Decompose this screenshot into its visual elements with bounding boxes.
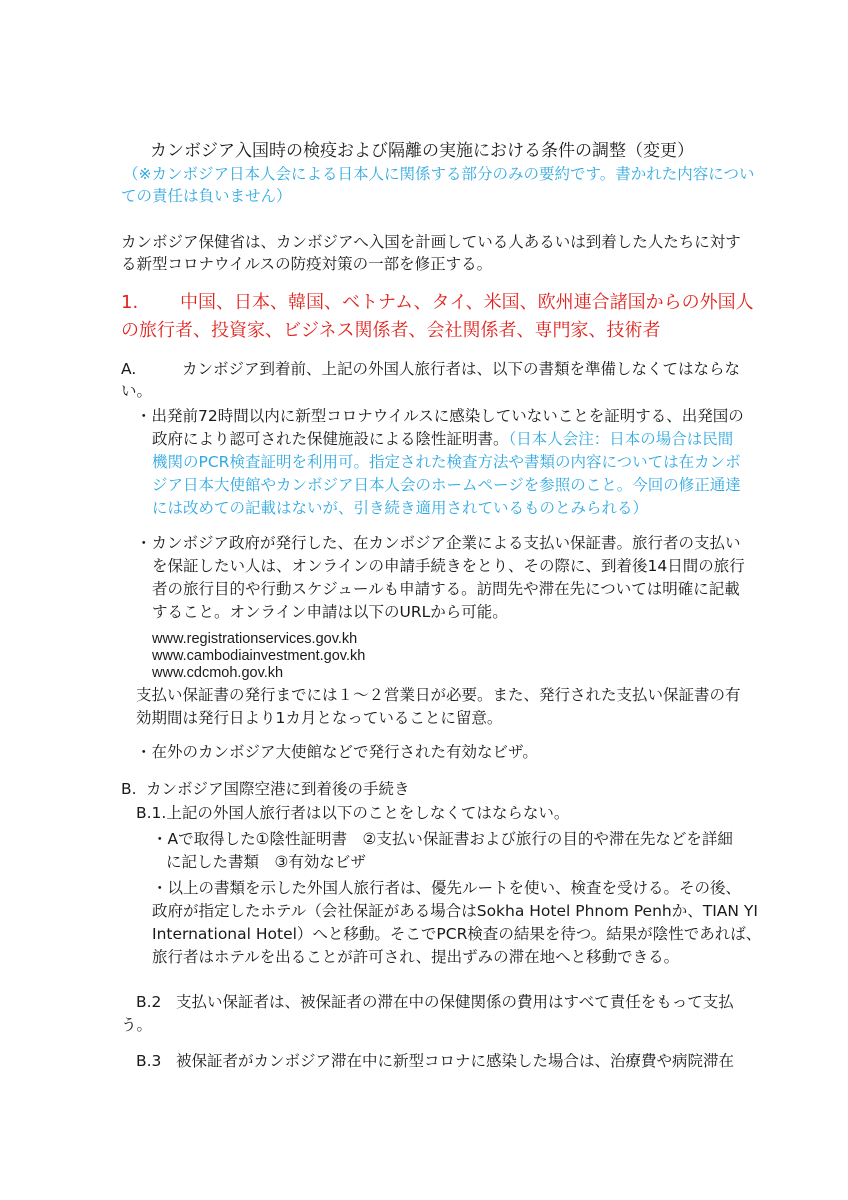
section-1-heading-line-1: 中国、日本、韓国、ベトナム、タイ、米国、欧州連合諸国からの外国人 — [180, 292, 754, 313]
url-registrationservices[interactable]: www.registrationservices.gov.kh — [152, 631, 358, 647]
b2-label: B.2 — [136, 993, 162, 1011]
b2-line-2: う。 — [121, 1016, 153, 1034]
section-b-label: B. — [121, 780, 137, 798]
bullet-2-line-3: 者の旅行目的や行動スケジュールも申請する。訪問先や滞在先については明確に記載 — [152, 580, 740, 598]
bullet-2-line-1: ・カンボジア政府が発行した、在カンボジア企業による支払い保証書。旅行者の支払い — [136, 534, 741, 552]
section-b-heading: カンボジア国際空港に到着後の手続き — [146, 780, 410, 798]
bullet-2-line-2: を保証したい人は、オンラインの申請手続きをとり、その際に、到着後14日間の旅行 — [152, 557, 745, 575]
bullet-2-line-4: すること。オンライン申請は以下のURLから可能。 — [152, 603, 508, 621]
url-cdcmoh[interactable]: www.cdcmoh.gov.kh — [152, 665, 284, 681]
b3-line-1: 被保証者がカンボジア滞在中に新型コロナに感染した場合は、治療費や病院滞在 — [176, 1052, 735, 1070]
bullet-1-line-2 — [152, 428, 733, 450]
page-title: カンボジア入国時の検疫および隔離の実施における条件の調整（変更） — [150, 141, 694, 161]
b2-line-1: 支払い保証者は、被保証者の滞在中の保健関係の費用はすべて責任をもって支払 — [176, 993, 734, 1011]
b1-bullet-2-line-3: International Hotel）へと移動。そこでPCR検査の結果を待つ。結果が陰性であれば、 — [152, 925, 762, 943]
b1-bullet-2-line-1: ・以上の書類を示した外国人旅行者は、優先ルートを使い、検査を受ける。その後、 — [152, 879, 742, 897]
disclaimer-line-2: ての責任は負いません） — [121, 187, 292, 205]
section-a-label: A. — [121, 360, 137, 378]
b1-bullet-2-line-2: 政府が指定したホテル（会社保証がある場合はSokha Hotel Phnom Penhか、TIAN YI — [152, 902, 758, 920]
bullet-1-note-line-2: ジア日本大使館やカンボジア日本人会のホームページを参照のこと。今回の修正通達 — [152, 476, 741, 494]
b3-label: B.3 — [136, 1052, 162, 1070]
url-cambodiainvestment[interactable]: www.cambodiainvestment.gov.kh — [152, 648, 366, 664]
bullet-2-after-line-2: 効期間は発行日より1カ月となっていることに留意。 — [136, 709, 503, 727]
bullet-1-note-line-1: 機関のPCR検査証明を利用可。指定された検査方法や書類の内容については在カンボ — [152, 453, 741, 471]
b1-bullet-2-line-4: 旅行者はホテルを出ることが許可され、提出ずみの滞在地へと移動できる。 — [152, 948, 680, 966]
bullet-3: ・在外のカンボジア大使館などで発行された有効なビザ。 — [136, 743, 538, 761]
b1-line: B.1.上記の外国人旅行者は以下のことをしなくてはならない。 — [136, 804, 570, 822]
bullet-1-line-2-text: 政府により認可された保健施設による陰性証明書。 — [152, 430, 509, 448]
section-a-line-1: カンボジア到着前、上記の外国人旅行者は、以下の書類を準備しなくてはならな — [182, 360, 741, 378]
disclaimer-line-1: （※カンボジア日本人会による日本人に関係する部分のみの要約です。書かれた内容につい — [123, 165, 755, 183]
bullet-1-line-1: ・出発前72時間以内に新型コロナウイルスに感染していないことを証明する、出発国の — [136, 407, 744, 425]
bullet-1-note-inline: （日本人会注：日本の場合は民間 — [508, 430, 734, 448]
b1-bullet-1-line-1: ・Aで取得した①陰性証明書 ②支払い保証書および旅行の目的や滞在先などを詳細 — [152, 830, 733, 848]
section-1-heading-line-2: の旅行者、投資家、ビジネス関係者、会社関係者、専門家、技術者 — [121, 320, 661, 341]
section-1-number: 1. — [121, 292, 139, 313]
b1-bullet-1-line-2: に記した書類 ③有効なビザ — [166, 853, 366, 871]
bullet-1-note-line-3: には改めての記載はないが、引き続き適用されているものとみられる） — [152, 499, 649, 517]
section-a-line-2: い。 — [121, 382, 153, 400]
intro-line-1: カンボジア保健省は、カンボジアへ入国を計画している人あるいは到着した人たちに対す — [121, 233, 741, 251]
intro-line-2: る新型コロナウイルスの防疫対策の一部を修正する。 — [121, 255, 493, 273]
bullet-2-after-line-1: 支払い保証書の発行までには１〜２営業日が必要。また、発行された支払い保証書の有 — [136, 686, 741, 704]
